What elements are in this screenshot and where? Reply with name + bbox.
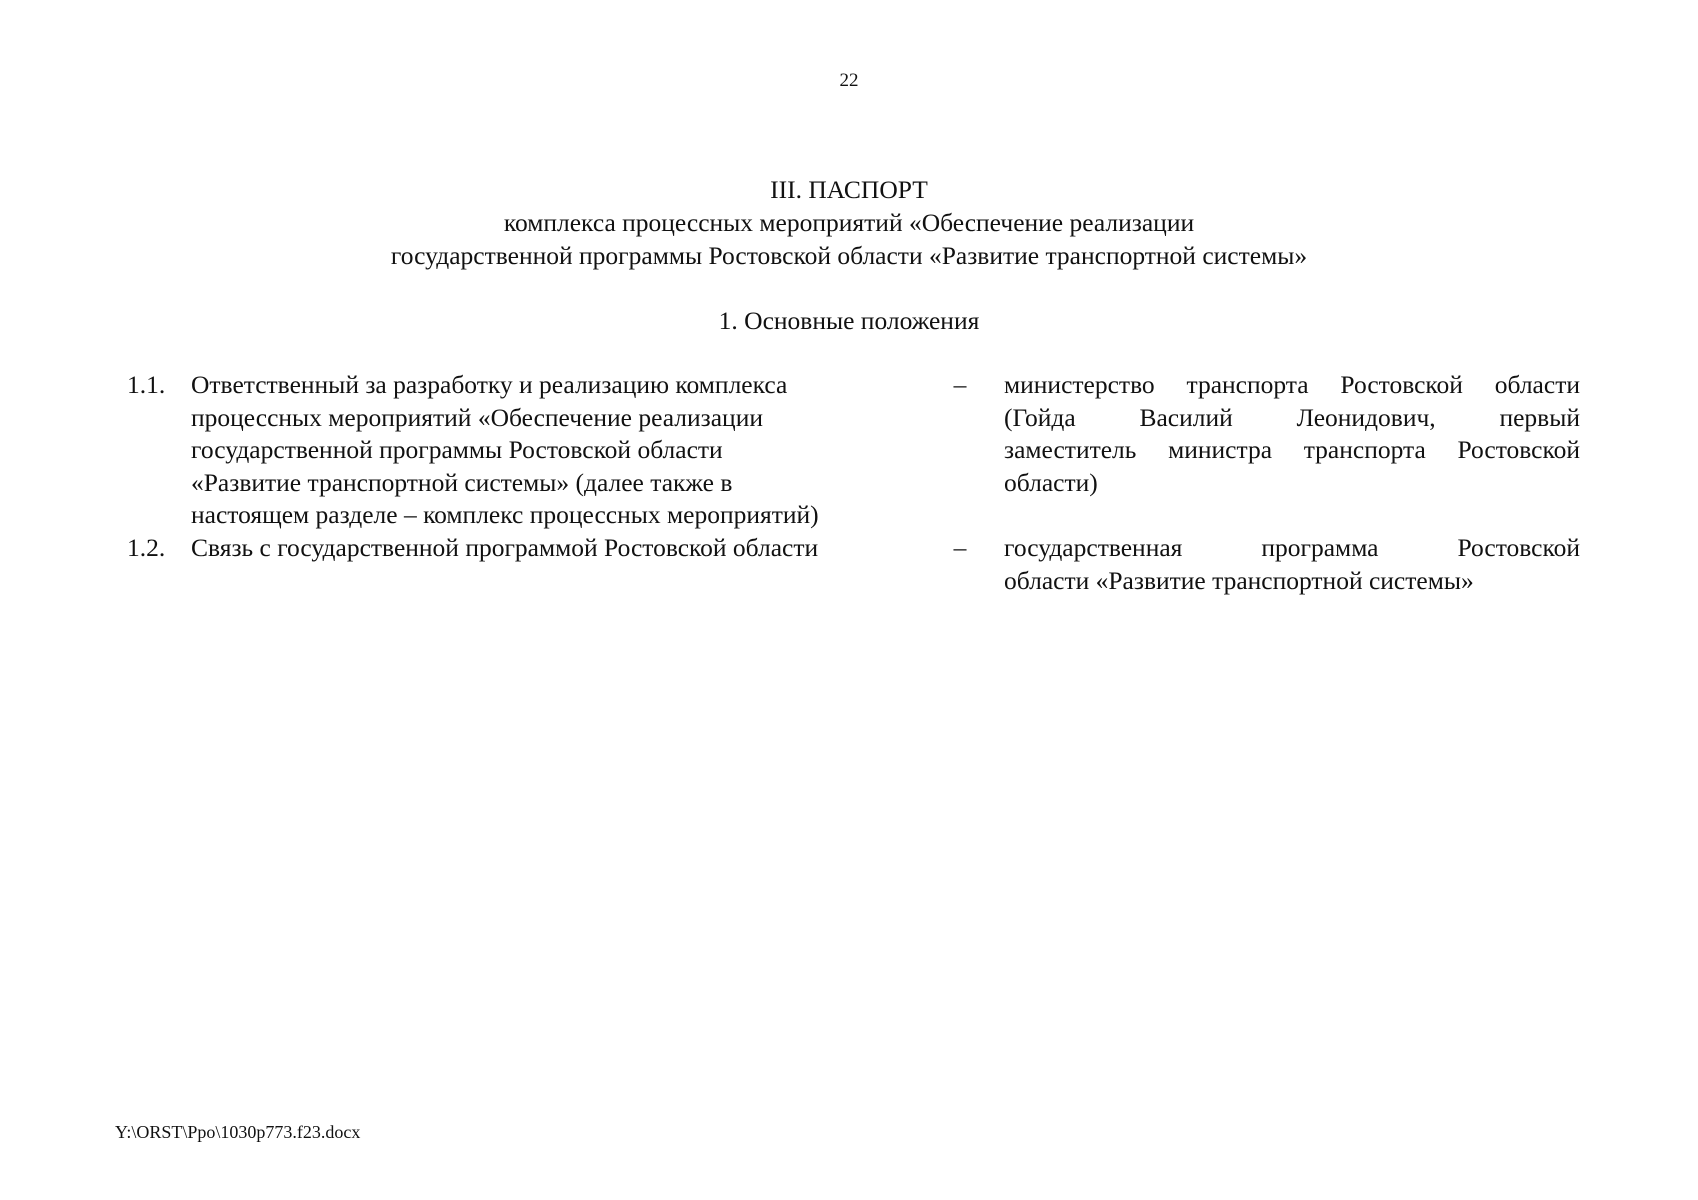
file-path-footer: Y:\ORST\Ppo\1030p773.f23.docx xyxy=(115,1122,361,1142)
row-label xyxy=(191,532,911,565)
row-value xyxy=(1004,532,1580,597)
row-label-line: государственной программы Ростовской области xyxy=(191,435,723,464)
row-label-line: Связь с государственной программой Ростовской области xyxy=(191,533,819,562)
row-value-line: государственная программа Ростовской xyxy=(1004,533,1580,562)
page-number: 22 xyxy=(839,70,859,91)
row-value-line: министерство транспорта Ростовской области xyxy=(1004,370,1580,399)
row-number: 1.2. xyxy=(127,533,166,562)
row-value-line: (Гойда Василий Леонидович, первый xyxy=(1004,402,1580,432)
row-value-line: области «Развитие транспортной системы» xyxy=(1004,565,1474,595)
section-title: 1. Основные положения xyxy=(718,306,980,335)
document-heading xyxy=(0,173,1698,272)
row-value xyxy=(1004,369,1580,499)
row-label-line: процессных мероприятий «Обеспечение реализации xyxy=(191,402,763,432)
row-dash: – xyxy=(953,370,967,399)
row-value-line: заместитель министра транспорта Ростовской xyxy=(1004,435,1580,464)
row-label-line: «Развитие транспортной системы» (далее также в xyxy=(191,467,733,497)
row-dash: – xyxy=(953,533,967,562)
heading-subtitle-line-1: комплекса процессных мероприятий «Обеспечение реализации xyxy=(503,208,1195,237)
row-label-line: Ответственный за разработку и реализацию комплекса xyxy=(191,370,788,399)
row-number: 1.1. xyxy=(127,370,166,399)
row-label-line: настоящем разделе – комплекс процессных мероприятий) xyxy=(191,500,819,529)
row-value-line: области) xyxy=(1004,467,1098,497)
heading-title: III. ПАСПОРТ xyxy=(770,175,928,204)
heading-subtitle-line-2: государственной программы Ростовской области «Развитие транспортной системы» xyxy=(390,241,1308,270)
row-label xyxy=(191,369,911,532)
